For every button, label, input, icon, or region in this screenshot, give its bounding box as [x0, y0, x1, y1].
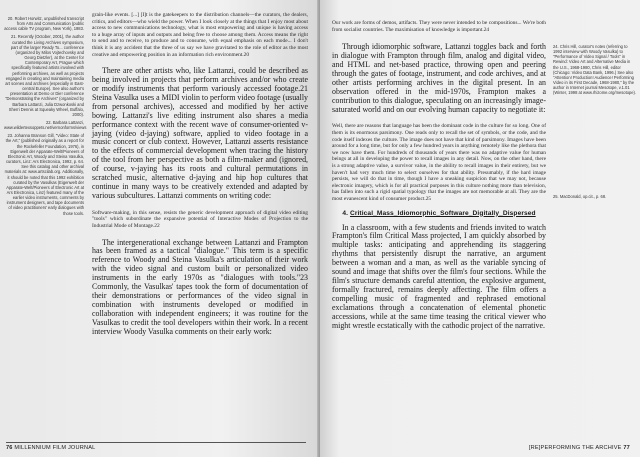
footer-rule	[6, 442, 306, 443]
footnote-22: 22. Barbara Lattanzi, www.wildertexsoppets.net/vernonforms/views	[4, 119, 87, 131]
footnote-24: 24. Chris Hill, curator's notes (referring to 1992 interview with Woody Vasulka) to "Performance of Video Signal / Tools" in Rewind: Video Art and Alternative Media in the U.S., 1968-1980, Chris Hill, editor (Chicago: Video Data Bank, 1996.) See also "Attention! Production! Audience! Performing Video in its First Decade, 1968-1980," by the author in Internet journal Mesotope, v.1.01 (Winter, 1998 at www.rhizome.org/mesotope).	[553, 44, 637, 96]
body-paragraph: The intergenerational exchange between Lattanzi and Frampton has been framed as a tactical "dialogue." This term is a specific reference to Woody and Steina Vasulka's articulation of their work with the video signal and custom built or personalized video instruments in the early 1970s as "dialogues with tools."23 Commonly, the Vasulkas' tapes took the form of documentation of their demonstrations or performances of the video signal in combination with instruments developed or modified in collaboration with independent engineers; it was routine for the Vasulkas to credit the tool developers within their work. In a recent interview Woody Vasulka comments on their early work:	[92, 237, 308, 336]
footnote-23: 23. Johanna Branson Gill, "Video: State of the Art," (published originally as a report for the Rockefeller Foundation, 1976), in Eigenwelt der Apparate-Welt/Pioneers of Electronic Art, Woody and Steina Vasulka, curators, Linz: Ars Electronica, 1992, p. 64. See this catalog and other archival materials at: www.artscilab.org. Additionally, it should be noted that this 1992 exhibition curated by the Vasulkas (Eigenwelt der Apparate-Welt/Pioneers of Electronic Art at Ars Electronica, Linz) featured many of the earlier video instruments, comments by instrument designers, and tape documents of video practitioners' early dialogues with those tools.	[4, 133, 84, 216]
block-quote-lattanzi: Software-making, in this sense, resists the generic development approach of digital video editing "tools" which subordinate the expansive potential of Interactive Modes of Projection to the Industrial Mode of Montage.22	[92, 209, 308, 229]
block-quote-horwitz: grain-like events. [...] [I]t is the gatekeepers to the distribution channels—the curators, the dealers, critics, and editors—who wield the power. When I look closely at the things that I enjoy most about access to new communications technology, what is most empowering and unique is having access to a huge array of inputs and outputs and being free to choose among them. Access means the right to send and to receive, to produce and to consume, with equal emphasis on each mode... I don't think it is any accident that the three of us say we have gravitated to the role of editor as the most creative and empowering position in an information rich environment.20	[92, 12, 308, 58]
section-number: 4.	[342, 209, 349, 217]
left-margin-notes	[4, 16, 87, 219]
left-page	[0, 0, 318, 457]
body-paragraph: There are other artists who, like Lattanzi, could be described as being involved in projects that perform archives and/or who create or modify instruments that perform variously accessed footage.21 Steina Vasulka uses a MIDI violin to perform video footage (usually from personal archives), accessed and modified by her active bowing. Lattanzi's live editing instrument also shares a media performance context with the recent wave of consumer-oriented v-jaying (video d-jaying) software, applied to video footage in a music concert or club context. However, Lattanzi asserts resistance to the effects of commercial development when tracing the history of the tool from her perspective as both a film-maker and (ignored, of course, v-jaying has its roots and cultural permutations in scratched music, alternative d-jaying and hip hop cultures that continue in many ways to be creatively extended and adapted by various subcultures. Lattanzi comments on writing code:	[92, 66, 308, 200]
section-heading	[332, 209, 546, 218]
footnote-20: 20. Robert Horwitz, unpublished transcript from Arts and Communication (public access cable TV program, New York), 1983.	[4, 16, 84, 32]
right-footer	[529, 445, 630, 451]
right-margin-notes	[553, 44, 637, 213]
running-title: [RE]PERFORMING THE ARCHIVE	[528, 445, 622, 451]
right-main-column	[332, 20, 546, 330]
left-main-column	[92, 12, 308, 337]
journal-title: MILLENNIUM FILM JOURNAL	[14, 445, 96, 451]
block-quote-frampton: Well, there are reasons that language has been the dominant code in the culture for so long. One of them is its enormous parsimony. One reads only to recall the set of symbols, or the code, and the code itself indexes the culture. The image does not have that kind of parsimony. Images have been around for a long time, but for only a few hundred years in anything remotely like the plethora that we now have them. For hundreds of thousands of years there was no adaptive value for human beings at all in developing the power to recall images in any detail. Now, on the other hand, there is a strong adaptive value, a survivor value, in the ability to recall images in their entirety, but we haven't had very much time to select ourselves for that ability. Presumably, if the hard image persists, we will do that in time, though I have a sneaking suspicion that we may not, because electronic imagery, which is for all practical purposes in this culture nothing more than television, has fallen into such a rigid spatial typology that the images are not memorable at all. They are the most evanescent kind of consumer product.25	[332, 123, 546, 202]
section-title: Critical_Mass_Idiomorphic_Software_Digitally_Dispersed	[349, 209, 536, 217]
footnote-25: 25. MacDonald, op.cit., p. 68.	[553, 193, 607, 199]
footnote-21: 21. Recently (October, 2001), the author curated the Living Archives symposium, part of the larger Ready To... conference (organized by Milos Vojtechovsky and Georg Dietzler), at the Center for Contemporary Art, Prague which specifically featured artists involved with performing archives, as well as projects engaged in creating and maintaining media art scenes and archives (especially in East-central Europe). See also author's presentation at Demo or Die! conference "Demonstrating the Archives" (organized by Barbara Lattanzi, Julia Dzwonkoski and Sherri Dennis at Squeaky Wheel, Buffalo, 2000).	[5, 34, 84, 117]
body-paragraph: In a classroom, with a few students and friends invited to watch Frampton's film Critical Mass projected, I am quickly absorbed by multiple tasks: anticipating and apprehending its staggering rhythms that persistently disrupt the narrative, an argument between a woman and a man, as well as the variable syncing of sound and image that shifts over the film's four sections. While the film's structure demands careful attention, the explosive argument, formally fractured, remains deeply affecting. The film offers a compelling music of fragmented and rephrased emotional exclamations through a concatenation of elemental phonetic accessions, while at the same time teasing the critical viewer who might wrestle ecstatically with the cathodic project of the narrative.	[332, 222, 546, 330]
page-number: 76	[6, 445, 13, 451]
body-paragraph: Through idiomorphic software, Lattanzi toggles back and forth in dialogue with Frampton through film, analog and digital video, and HTML and net-based practice, throwing open and peering through the gates of footage, instrument, and code archives, and at other artists performing archives in the digital present. In an observation offered in the mid-1970s, Frampton makes a contribution to this dialogue, speculating on an increasingly image-saturated world and on our evolving human capacity to negotiate it:	[332, 42, 546, 114]
block-quote-vasulka: Our work are forms of demos, artifacts. They were never intended to be compositions... We're both from socialist countries. The maximisation of knowledge is important.24	[332, 20, 546, 33]
page-number: 77	[623, 445, 630, 451]
left-footer	[6, 445, 95, 451]
